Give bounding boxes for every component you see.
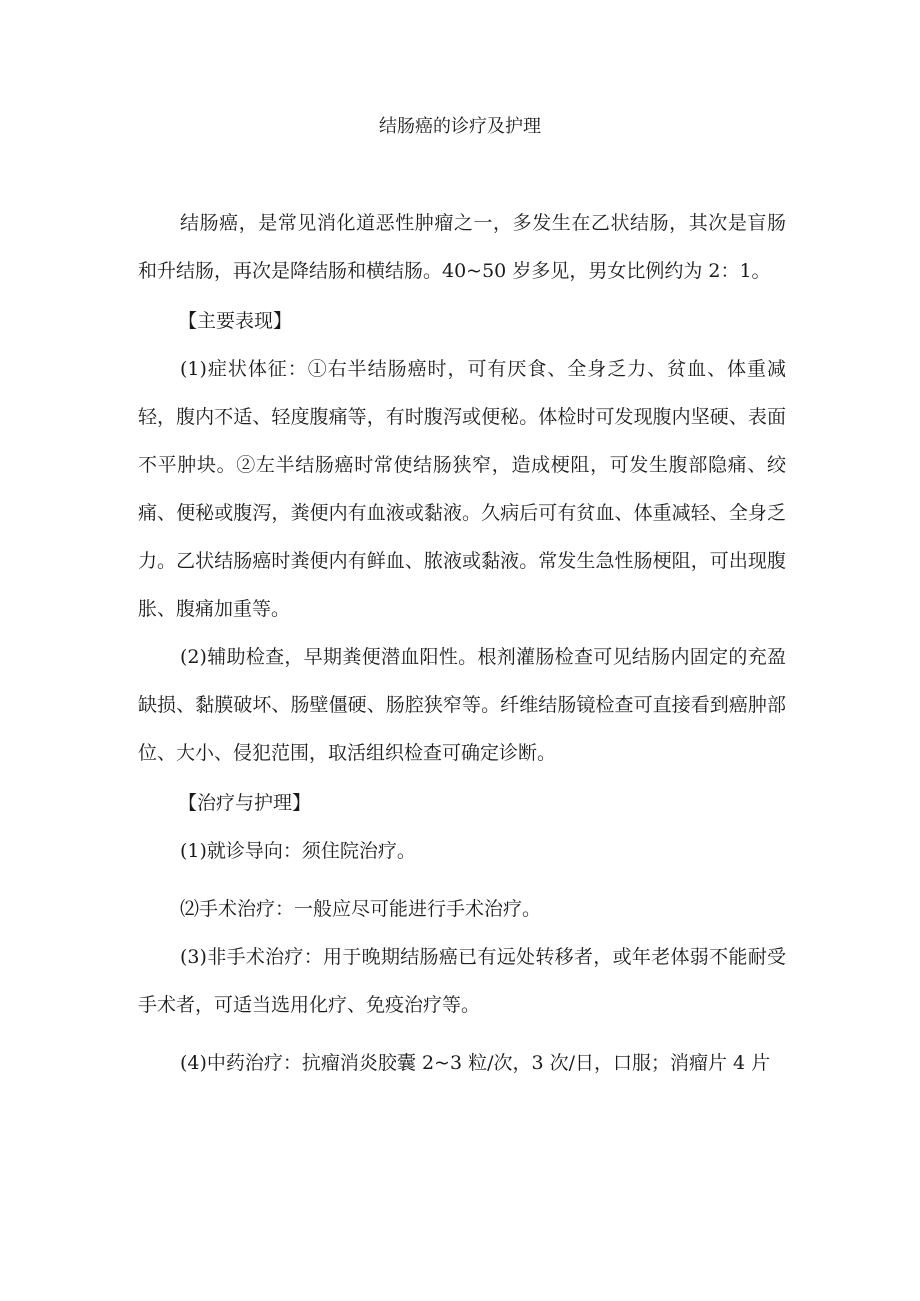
treatment-item-4: (4)中药治疗：抗瘤消炎胶囊 2~3 粒/次，3 次/日，口服；消瘤片 4 片 [180, 1052, 771, 1074]
symptoms-paragraph: (1)症状体征：①右半结肠癌时，可有厌食、全身乏力、贫血、体重减轻，腹内不适、轻度腹痛等，有时腹泻或便秘。体检时可发现腹内坚硬、表面不平肿块。②左半结肠癌时常使结肠狭窄，造成梗阻，可发生腹部隐痛、绞痛、便秘或腹泻，粪便内有血液或黏液。久病后可有贫血、体重减轻、全身乏力。乙状结肠癌时粪便内有鲜血、脓液或黏液。常发生急性肠梗阻，可出现腹胀、腹痛加重等。 [138, 358, 786, 620]
auxiliary-exam-paragraph: (2)辅助检查，早期粪便潜血阳性。根剂灌肠检查可见结肠内固定的充盈缺损、黏膜破坏、肠壁僵硬、肠腔狭窄等。纤维结肠镜检查可直接看到癌肿部位、大小、侵犯范围，取活组织检查可确定诊断。 [138, 646, 786, 764]
document-body [138, 199, 786, 1087]
section-heading-main-symptoms: 【主要表现】 [178, 310, 293, 332]
section-heading-treatment-care: 【治疗与护理】 [178, 792, 312, 814]
treatment-item-3: (3)非手术治疗：用于晚期结肠癌已有远处转移者，或年老体弱不能耐受手术者，可适当选用化疗、免疫治疗等。 [138, 946, 786, 1016]
document-title: 结肠癌的诊疗及护理 [379, 116, 541, 137]
treatment-item-1: (1)就诊导向：须住院治疗。 [180, 840, 416, 862]
intro-paragraph: 结肠癌，是常见消化道恶性肿瘤之一，多发生在乙状结肠，其次是盲肠和升结肠，再次是降结肠和横结肠。40~50 岁多见，男女比例约为 2：1。 [138, 212, 786, 282]
treatment-item-2: ⑵手术治疗：一般应尽可能进行手术治疗。 [180, 898, 542, 920]
